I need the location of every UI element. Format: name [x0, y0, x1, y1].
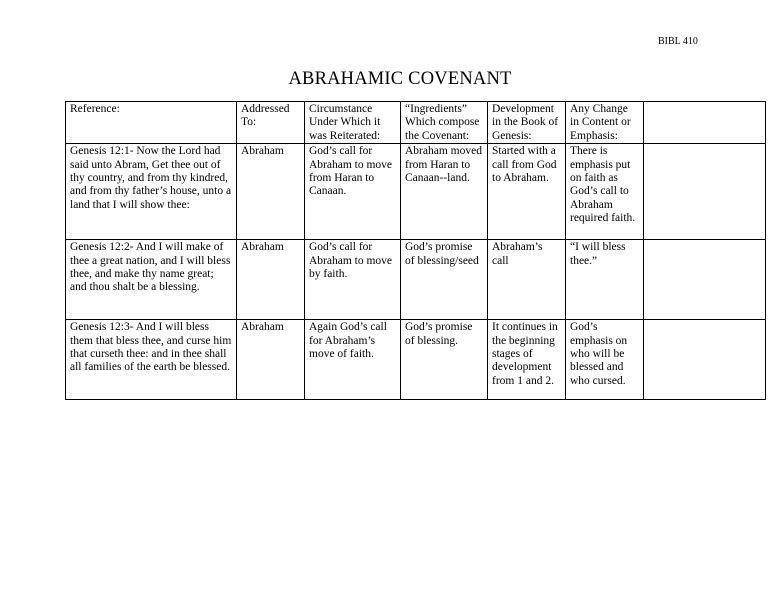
- empty-cell: [644, 320, 766, 400]
- ingredients-cell: God’s promise of blessing/seed: [401, 240, 488, 320]
- ingredients-cell: Abraham moved from Haran to Canaan--land.: [401, 144, 488, 240]
- table-header-row: [66, 102, 766, 144]
- reference-cell: Genesis 12:1- Now the Lord had said unto Abram, Get thee out of thy country, and from thy kindred, and from thy father’s house, unto a land that I will show thee:: [66, 144, 237, 240]
- table-row: [66, 144, 766, 240]
- header-circumstance: Circumstance Under Which it was Reiterated:: [305, 102, 401, 144]
- circumstance-cell: Again God’s call for Abraham’s move of faith.: [305, 320, 401, 400]
- header-addressed-to: Addressed To:: [237, 102, 305, 144]
- development-cell: Abraham’s call: [488, 240, 566, 320]
- addressed-to-cell: Abraham: [237, 144, 305, 240]
- page-title: ABRAHAMIC COVENANT: [288, 69, 512, 89]
- circumstance-cell: God’s call for Abraham to move from Haran to Canaan.: [305, 144, 401, 240]
- header-development: Development in the Book of Genesis:: [488, 102, 566, 144]
- course-code: BIBL 410: [658, 36, 698, 47]
- development-cell: It continues in the beginning stages of development from 1 and 2.: [488, 320, 566, 400]
- change-cell: God’s emphasis on who will be blessed and who cursed.: [566, 320, 644, 400]
- header-empty: [644, 102, 766, 144]
- addressed-to-cell: Abraham: [237, 240, 305, 320]
- ingredients-cell: God’s promise of blessing.: [401, 320, 488, 400]
- header-reference: Reference:: [66, 102, 237, 144]
- addressed-to-cell: Abraham: [237, 320, 305, 400]
- table-row: [66, 320, 766, 400]
- covenant-table: [65, 101, 766, 400]
- empty-cell: [644, 240, 766, 320]
- reference-cell: Genesis 12:2- And I will make of thee a great nation, and I will bless thee, and make thy name great; and thou shalt be a blessing.: [66, 240, 237, 320]
- change-cell: “I will bless thee.”: [566, 240, 644, 320]
- header-change: Any Change in Content or Emphasis:: [566, 102, 644, 144]
- circumstance-cell: God’s call for Abraham to move by faith.: [305, 240, 401, 320]
- reference-cell: Genesis 12:3- And I will bless them that bless thee, and curse him that curseth thee: and in thee shall all families of the earth be blessed.: [66, 320, 237, 400]
- table-row: [66, 240, 766, 320]
- development-cell: Started with a call from God to Abraham.: [488, 144, 566, 240]
- empty-cell: [644, 144, 766, 240]
- change-cell: There is emphasis put on faith as God’s call to Abraham required faith.: [566, 144, 644, 240]
- header-ingredients: “Ingredients” Which compose the Covenant:: [401, 102, 488, 144]
